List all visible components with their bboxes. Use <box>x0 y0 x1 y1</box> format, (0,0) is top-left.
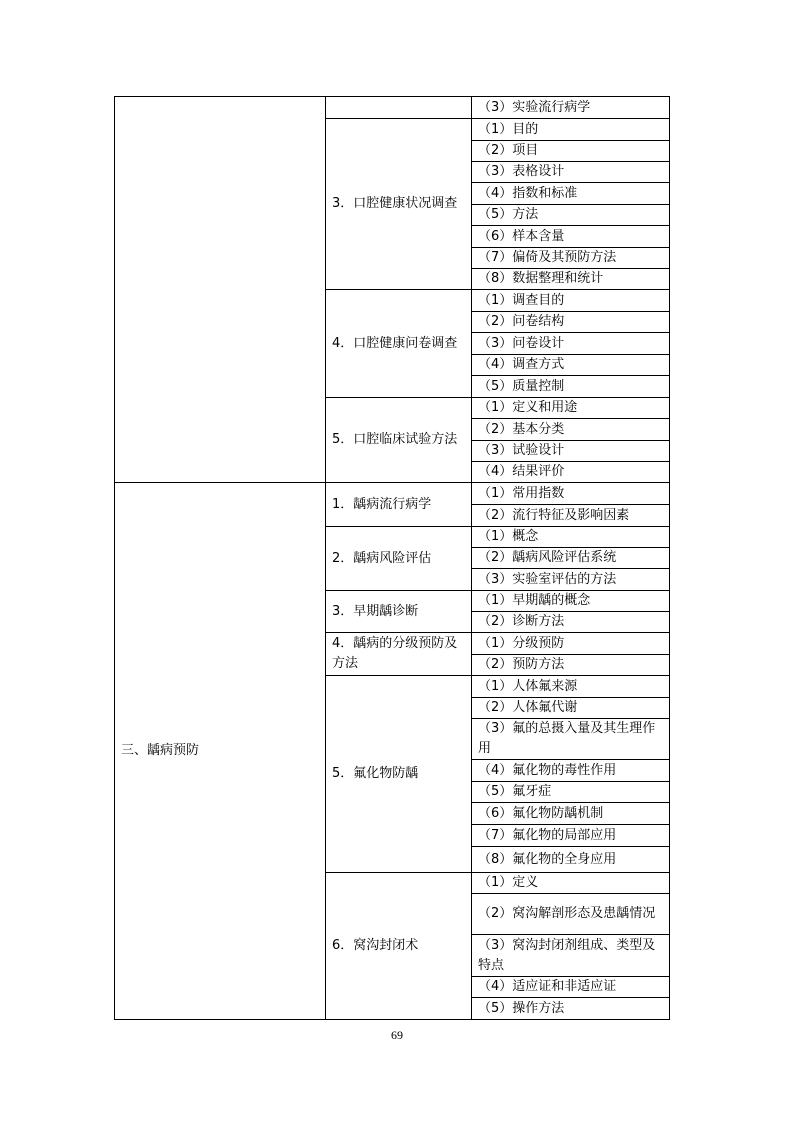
item-cell: （1）概念 <box>472 527 670 548</box>
item-cell: （1）分级预防 <box>472 633 670 655</box>
item-cell: （1）定义 <box>472 873 670 894</box>
item-cell: （3）窝沟封闭剂组成、类型及特点 <box>472 935 670 977</box>
item-cell: （2）人体氟代谢 <box>472 698 670 719</box>
item-cell: （2）流行特征及影响因素 <box>472 505 670 527</box>
item-cell: （1）常用指数 <box>472 483 670 505</box>
topic-cell: 4．口腔健康问卷调查 <box>326 290 472 398</box>
item-cell: （2）问卷结构 <box>472 312 670 333</box>
topic-cell: 5．口腔临床试验方法 <box>326 398 472 483</box>
item-cell: （5）质量控制 <box>472 376 670 398</box>
item-cell: （2）预防方法 <box>472 655 670 676</box>
item-cell: （5）操作方法 <box>472 998 670 1020</box>
item-cell: （4）指数和标准 <box>472 183 670 205</box>
section-cell-continued <box>115 97 326 483</box>
item-cell: （1）调查目的 <box>472 290 670 312</box>
item-cell: （2）项目 <box>472 141 670 162</box>
topic-cell: 1．龋病流行病学 <box>326 483 472 527</box>
item-cell: （5）方法 <box>472 205 670 226</box>
item-cell: （6）样本含量 <box>472 226 670 248</box>
topic-cell: 2．龋病风险评估 <box>326 527 472 591</box>
item-cell: （1）早期龋的概念 <box>472 591 670 612</box>
item-cell: （3）问卷设计 <box>472 333 670 355</box>
item-cell: （2）窝沟解剖形态及患龋情况 <box>472 894 670 935</box>
topic-cell: 3．口腔健康状况调查 <box>326 119 472 290</box>
topic-cell: 6．窝沟封闭术 <box>326 873 472 1020</box>
section-cell: 三、龋病预防 <box>115 483 326 1020</box>
item-cell: （4）氟化物的毒性作用 <box>472 760 670 782</box>
topic-cell: 5．氟化物防龋 <box>326 676 472 873</box>
topic-cell: 3．早期龋诊断 <box>326 591 472 633</box>
table-row <box>115 483 670 505</box>
page-number: 69 <box>391 1028 403 1042</box>
item-cell: （7）偏倚及其预防方法 <box>472 248 670 269</box>
item-cell: （3）试验设计 <box>472 441 670 462</box>
item-cell: （4）调查方式 <box>472 355 670 376</box>
item-cell: （2）龋病风险评估系统 <box>472 548 670 569</box>
item-cell: （3）实验流行病学 <box>472 97 670 119</box>
topic-cell-continued <box>326 97 472 119</box>
item-cell: （4）结果评价 <box>472 462 670 483</box>
syllabus-table <box>114 96 670 1020</box>
item-cell: （8）氟化物的全身应用 <box>472 847 670 873</box>
table-row <box>115 97 670 119</box>
item-cell: （2）基本分类 <box>472 419 670 441</box>
topic-cell: 4．龋病的分级预防及方法 <box>326 633 472 676</box>
item-cell: （1）定义和用途 <box>472 398 670 419</box>
item-cell: （4）适应证和非适应证 <box>472 977 670 998</box>
item-cell: （3）氟的总摄入量及其生理作用 <box>472 719 670 760</box>
item-cell: （8）数据整理和统计 <box>472 269 670 290</box>
item-cell: （5）氟牙症 <box>472 782 670 803</box>
item-cell: （6）氟化物防龋机制 <box>472 803 670 825</box>
item-cell: （1）目的 <box>472 119 670 141</box>
item-cell: （7）氟化物的局部应用 <box>472 825 670 847</box>
item-cell: （1）人体氟来源 <box>472 676 670 698</box>
item-cell: （3）表格设计 <box>472 162 670 183</box>
item-cell: （3）实验室评估的方法 <box>472 569 670 591</box>
item-cell: （2）诊断方法 <box>472 612 670 633</box>
